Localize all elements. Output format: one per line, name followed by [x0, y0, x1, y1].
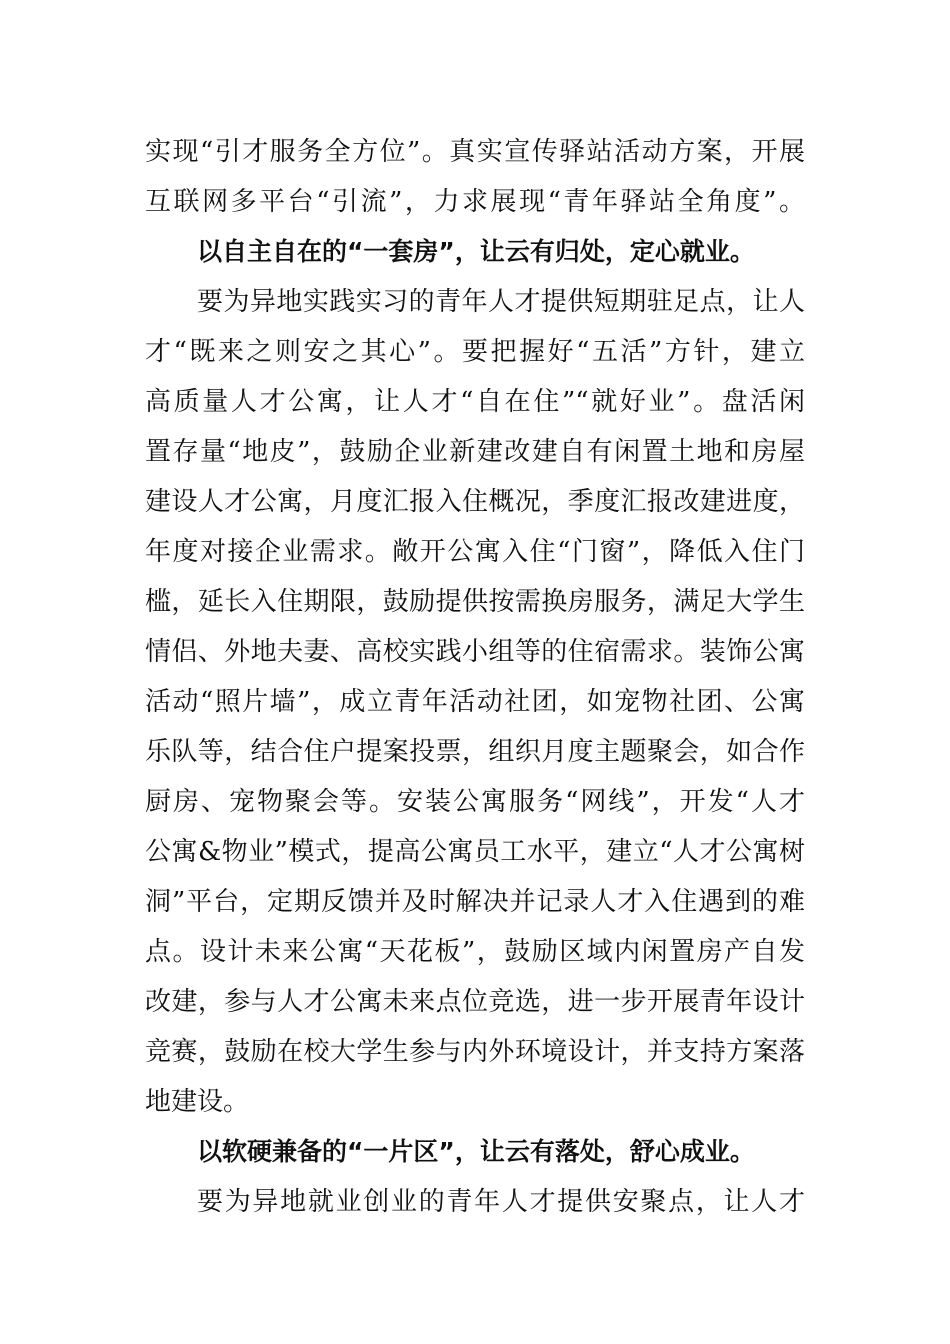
paragraph-line: 洞”平台，定期反馈并及时解决并记录人才入住遇到的难: [145, 887, 805, 917]
paragraph-line: 竞赛，鼓励在校大学生参与内外环境设计，并支持方案落: [145, 1037, 805, 1067]
paragraph-line: 乐队等，结合住户提案投票，组织月度主题聚会，如合作: [145, 737, 805, 767]
paragraph-line: 置存量“地皮”，鼓励企业新建改建自有闲置土地和房屋: [145, 437, 805, 467]
section-heading: 以自主自在的“一套房”，让云有归处，定心就业。: [197, 237, 755, 266]
paragraph-line: 才“既来之则安之其心”。要把握好“五活”方针，建立: [145, 337, 805, 367]
section-heading: 以软硬兼备的“一片区”，让云有落处，舒心成业。: [197, 1137, 755, 1166]
paragraph-line: 情侣、外地夫妻、高校实践小组等的住宿需求。装饰公寓: [145, 637, 805, 667]
document-body: [145, 127, 805, 1227]
paragraph-line: 公寓&物业”模式，提高公寓员工水平，建立“人才公寓树: [145, 837, 805, 867]
paragraph-line: 互联网多平台“引流”，力求展现“青年驿站全角度”。: [145, 187, 805, 217]
paragraph-line: 槛，延长入住期限，鼓励提供按需换房服务，满足大学生: [145, 587, 805, 617]
paragraph-line: 活动“照片墙”，成立青年活动社团，如宠物社团、公寓: [145, 687, 805, 717]
paragraph-line: 厨房、宠物聚会等。安装公寓服务“网线”，开发“人才: [145, 787, 805, 817]
paragraph-line: 建设人才公寓，月度汇报入住概况，季度汇报改建进度，: [145, 487, 805, 517]
paragraph-line: 要为异地实践实习的青年人才提供短期驻足点，让人: [197, 287, 805, 317]
paragraph-line: 点。设计未来公寓“天花板”，鼓励区域内闲置房产自发: [145, 937, 805, 967]
paragraph-line: 高质量人才公寓，让人才“自在住”“就好业”。盘活闲: [145, 387, 805, 417]
paragraph-line: 要为异地就业创业的青年人才提供安聚点，让人才: [197, 1187, 805, 1217]
paragraph-line: 地建设。: [145, 1087, 250, 1117]
paragraph-line: 年度对接企业需求。敞开公寓入住“门窗”，降低入住门: [145, 537, 805, 567]
paragraph-line: 改建，参与人才公寓未来点位竞选，进一步开展青年设计: [145, 987, 805, 1017]
paragraph-line: 实现“引才服务全方位”。真实宣传驿站活动方案，开展: [145, 137, 805, 167]
